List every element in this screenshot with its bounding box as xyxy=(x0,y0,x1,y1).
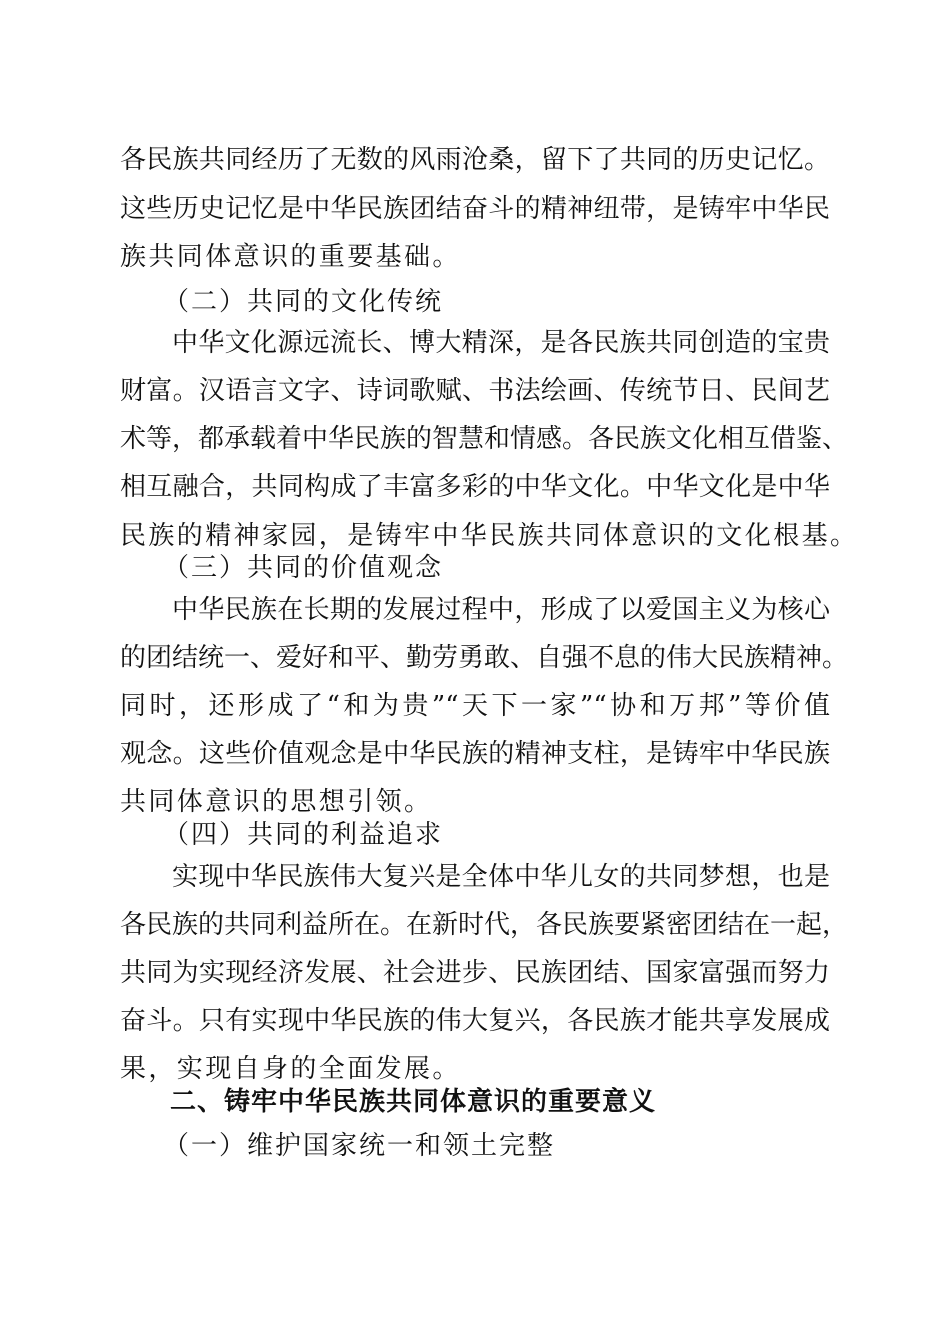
body-text-line: 民族的精神家园，是铸牢中华民族共同体意识的文化根基。 xyxy=(120,521,859,551)
section-heading-2: 二、铸牢中华民族共同体意识的重要意义 xyxy=(170,1087,657,1117)
body-text-line: 中华民族在长期的发展过程中，形成了以爱国主义为核心 xyxy=(172,595,830,625)
body-text-line: 相互融合，共同构成了丰富多彩的中华文化。中华文化是中华 xyxy=(120,472,830,502)
subheading-4: （四）共同的利益追求 xyxy=(163,820,444,850)
body-text-line: 术等，都承载着中华民族的智慧和情感。各民族文化相互借鉴、 xyxy=(120,424,849,454)
body-text-line: 同时，还形成了“和为贵”“天下一家”“协和万邦”等价值 xyxy=(120,691,830,721)
body-text-line: 的团结统一、爱好和平、勤劳勇敢、自强不息的伟大民族精神。 xyxy=(120,643,849,673)
body-text-line: 各民族共同经历了无数的风雨沧桑，留下了共同的历史记忆。 xyxy=(120,145,830,175)
body-text-line: 中华文化源远流长、博大精深，是各民族共同创造的宝贵 xyxy=(172,328,830,358)
body-text-line: 各民族的共同利益所在。在新时代，各民族要紧密团结在一起， xyxy=(120,910,849,940)
body-text-line: 财富。汉语言文字、诗词歌赋、书法绘画、传统节日、民间艺 xyxy=(120,376,830,406)
subheading-2-1: （一）维护国家统一和领土完整 xyxy=(163,1131,556,1161)
body-text-line: 共同体意识的思想引领。 xyxy=(120,787,433,817)
subheading-2: （二）共同的文化传统 xyxy=(163,287,444,317)
body-text-line: 这些历史记忆是中华民族团结奋斗的精神纽带，是铸牢中华民 xyxy=(120,194,830,224)
body-text-line: 共同为实现经济发展、社会进步、民族团结、国家富强而努力 xyxy=(120,958,830,988)
body-text-line: 实现中华民族伟大复兴是全体中华儿女的共同梦想，也是 xyxy=(172,862,830,892)
body-text-line: 观念。这些价值观念是中华民族的精神支柱，是铸牢中华民族 xyxy=(120,739,830,769)
body-text-line: 果，实现自身的全面发展。 xyxy=(120,1054,461,1084)
subheading-3: （三）共同的价值观念 xyxy=(163,553,444,583)
body-text-line: 奋斗。只有实现中华民族的伟大复兴，各民族才能共享发展成 xyxy=(120,1006,830,1036)
body-text-line: 族共同体意识的重要基础。 xyxy=(120,242,461,272)
